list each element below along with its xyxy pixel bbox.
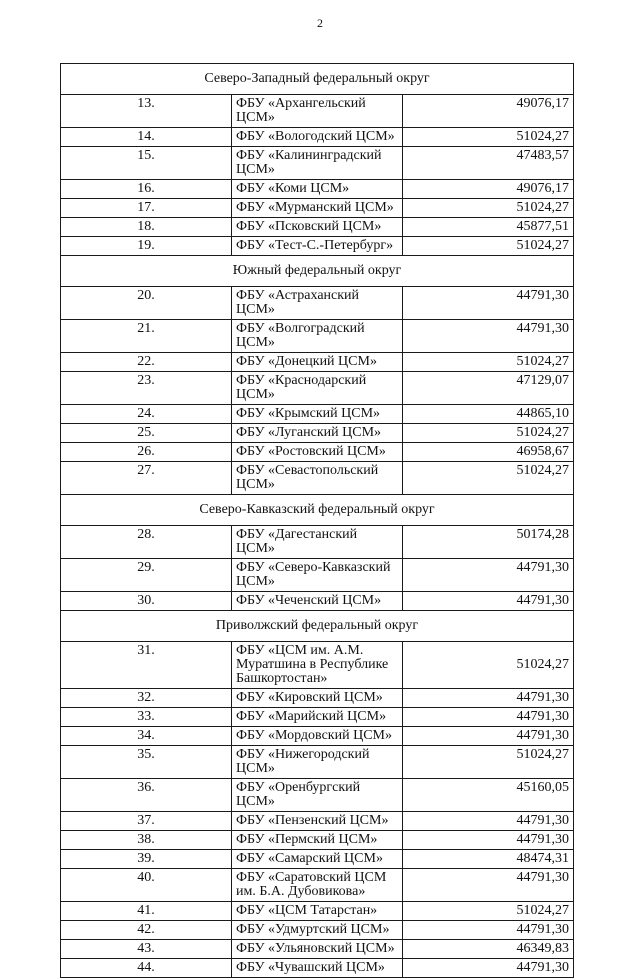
- amount-value: 51024,27: [403, 642, 574, 689]
- amount-value: 44791,30: [403, 959, 574, 978]
- amount-value: 44865,10: [403, 405, 574, 424]
- organization-name: ФБУ «Донецкий ЦСМ»: [232, 353, 403, 372]
- table-row: [61, 708, 574, 727]
- row-number: 15.: [61, 147, 232, 180]
- row-number: 28.: [61, 526, 232, 559]
- table-row: [61, 559, 574, 592]
- row-number: 38.: [61, 831, 232, 850]
- organization-name: ФБУ «Ростовский ЦСМ»: [232, 443, 403, 462]
- organization-name: ФБУ «Пермский ЦСМ»: [232, 831, 403, 850]
- organization-name: ФБУ «ЦСМ Татарстан»: [232, 902, 403, 921]
- table-row: [61, 237, 574, 256]
- funding-table: [60, 63, 574, 978]
- amount-value: 49076,17: [403, 180, 574, 199]
- region-header-row: [61, 256, 574, 287]
- table-row: [61, 353, 574, 372]
- table-row: [61, 287, 574, 320]
- amount-value: 51024,27: [403, 128, 574, 147]
- amount-value: 44791,30: [403, 287, 574, 320]
- amount-value: 49076,17: [403, 95, 574, 128]
- table-row: [61, 869, 574, 902]
- table-row: [61, 443, 574, 462]
- organization-name: ФБУ «Коми ЦСМ»: [232, 180, 403, 199]
- organization-name: ФБУ «Пензенский ЦСМ»: [232, 812, 403, 831]
- organization-name: ФБУ «Чувашский ЦСМ»: [232, 959, 403, 978]
- organization-name: ФБУ «Северо-Кавказский ЦСМ»: [232, 559, 403, 592]
- organization-name: ФБУ «Кировский ЦСМ»: [232, 689, 403, 708]
- organization-name: ФБУ «Тест-С.-Петербург»: [232, 237, 403, 256]
- organization-name: ФБУ «Архангельский ЦСМ»: [232, 95, 403, 128]
- row-number: 42.: [61, 921, 232, 940]
- amount-value: 50174,28: [403, 526, 574, 559]
- table-row: [61, 218, 574, 237]
- organization-name: ФБУ «Астраханский ЦСМ»: [232, 287, 403, 320]
- row-number: 39.: [61, 850, 232, 869]
- amount-value: 46349,83: [403, 940, 574, 959]
- row-number: 34.: [61, 727, 232, 746]
- table-body: [61, 64, 574, 978]
- table-row: [61, 831, 574, 850]
- organization-name: ФБУ «Марийский ЦСМ»: [232, 708, 403, 727]
- amount-value: 44791,30: [403, 559, 574, 592]
- row-number: 26.: [61, 443, 232, 462]
- amount-value: 46958,67: [403, 443, 574, 462]
- organization-name: ФБУ «Дагестанский ЦСМ»: [232, 526, 403, 559]
- organization-name: ФБУ «Чеченский ЦСМ»: [232, 592, 403, 611]
- row-number: 29.: [61, 559, 232, 592]
- row-number: 24.: [61, 405, 232, 424]
- table-row: [61, 405, 574, 424]
- page-number: 2: [317, 16, 323, 30]
- amount-value: 45877,51: [403, 218, 574, 237]
- table-row: [61, 959, 574, 978]
- organization-name: ФБУ «Калининградский ЦСМ»: [232, 147, 403, 180]
- amount-value: 44791,30: [403, 592, 574, 611]
- amount-value: 45160,05: [403, 779, 574, 812]
- organization-name: ФБУ «Вологодский ЦСМ»: [232, 128, 403, 147]
- row-number: 23.: [61, 372, 232, 405]
- table-row: [61, 779, 574, 812]
- amount-value: 44791,30: [403, 708, 574, 727]
- table-row: [61, 462, 574, 495]
- organization-name: ФБУ «Оренбургский ЦСМ»: [232, 779, 403, 812]
- amount-value: 51024,27: [403, 199, 574, 218]
- row-number: 44.: [61, 959, 232, 978]
- organization-name: ФБУ «Саратовский ЦСМ им. Б.А. Дубовикова»: [232, 869, 403, 902]
- amount-value: 48474,31: [403, 850, 574, 869]
- region-header-row: [61, 64, 574, 95]
- row-number: 27.: [61, 462, 232, 495]
- table-row: [61, 95, 574, 128]
- organization-name: ФБУ «Мурманский ЦСМ»: [232, 199, 403, 218]
- table-row: [61, 746, 574, 779]
- table-row: [61, 128, 574, 147]
- row-number: 31.: [61, 642, 232, 689]
- region-title: Северо-Кавказский федеральный округ: [61, 495, 574, 526]
- amount-value: 44791,30: [403, 869, 574, 902]
- region-title: Северо-Западный федеральный округ: [61, 64, 574, 95]
- row-number: 32.: [61, 689, 232, 708]
- table-row: [61, 689, 574, 708]
- table-row: [61, 372, 574, 405]
- amount-value: 44791,30: [403, 812, 574, 831]
- row-number: 36.: [61, 779, 232, 812]
- table-row: [61, 921, 574, 940]
- row-number: 41.: [61, 902, 232, 921]
- amount-value: 44791,30: [403, 831, 574, 850]
- organization-name: ФБУ «Самарский ЦСМ»: [232, 850, 403, 869]
- amount-value: 47483,57: [403, 147, 574, 180]
- organization-name: ФБУ «Севастопольский ЦСМ»: [232, 462, 403, 495]
- organization-name: ФБУ «Волгоградский ЦСМ»: [232, 320, 403, 353]
- amount-value: 51024,27: [403, 353, 574, 372]
- table-row: [61, 320, 574, 353]
- row-number: 37.: [61, 812, 232, 831]
- row-number: 22.: [61, 353, 232, 372]
- table-row: [61, 642, 574, 689]
- amount-value: 44791,30: [403, 689, 574, 708]
- row-number: 40.: [61, 869, 232, 902]
- table-row: [61, 812, 574, 831]
- row-number: 21.: [61, 320, 232, 353]
- row-number: 14.: [61, 128, 232, 147]
- table-row: [61, 199, 574, 218]
- table-row: [61, 147, 574, 180]
- amount-value: 51024,27: [403, 902, 574, 921]
- table-row: [61, 727, 574, 746]
- table-row: [61, 940, 574, 959]
- table-row: [61, 424, 574, 443]
- row-number: 35.: [61, 746, 232, 779]
- amount-value: 44791,30: [403, 921, 574, 940]
- organization-name: ФБУ «Ульяновский ЦСМ»: [232, 940, 403, 959]
- row-number: 19.: [61, 237, 232, 256]
- organization-name: ФБУ «Удмуртский ЦСМ»: [232, 921, 403, 940]
- organization-name: ФБУ «ЦСМ им. А.М. Муратшина в Республике Башкортостан»: [232, 642, 403, 689]
- table-row: [61, 592, 574, 611]
- row-number: 16.: [61, 180, 232, 199]
- region-title: Южный федеральный округ: [61, 256, 574, 287]
- amount-value: 44791,30: [403, 727, 574, 746]
- row-number: 25.: [61, 424, 232, 443]
- organization-name: ФБУ «Псковский ЦСМ»: [232, 218, 403, 237]
- row-number: 30.: [61, 592, 232, 611]
- row-number: 13.: [61, 95, 232, 128]
- table-row: [61, 902, 574, 921]
- organization-name: ФБУ «Краснодарский ЦСМ»: [232, 372, 403, 405]
- row-number: 43.: [61, 940, 232, 959]
- region-title: Приволжский федеральный округ: [61, 611, 574, 642]
- organization-name: ФБУ «Луганский ЦСМ»: [232, 424, 403, 443]
- organization-name: ФБУ «Нижегородский ЦСМ»: [232, 746, 403, 779]
- region-header-row: [61, 495, 574, 526]
- amount-value: 47129,07: [403, 372, 574, 405]
- amount-value: 44791,30: [403, 320, 574, 353]
- organization-name: ФБУ «Крымский ЦСМ»: [232, 405, 403, 424]
- organization-name: ФБУ «Мордовский ЦСМ»: [232, 727, 403, 746]
- table-row: [61, 850, 574, 869]
- amount-value: 51024,27: [403, 462, 574, 495]
- region-header-row: [61, 611, 574, 642]
- amount-value: 51024,27: [403, 424, 574, 443]
- row-number: 18.: [61, 218, 232, 237]
- table-row: [61, 526, 574, 559]
- amount-value: 51024,27: [403, 237, 574, 256]
- row-number: 33.: [61, 708, 232, 727]
- row-number: 20.: [61, 287, 232, 320]
- table-row: [61, 180, 574, 199]
- amount-value: 51024,27: [403, 746, 574, 779]
- row-number: 17.: [61, 199, 232, 218]
